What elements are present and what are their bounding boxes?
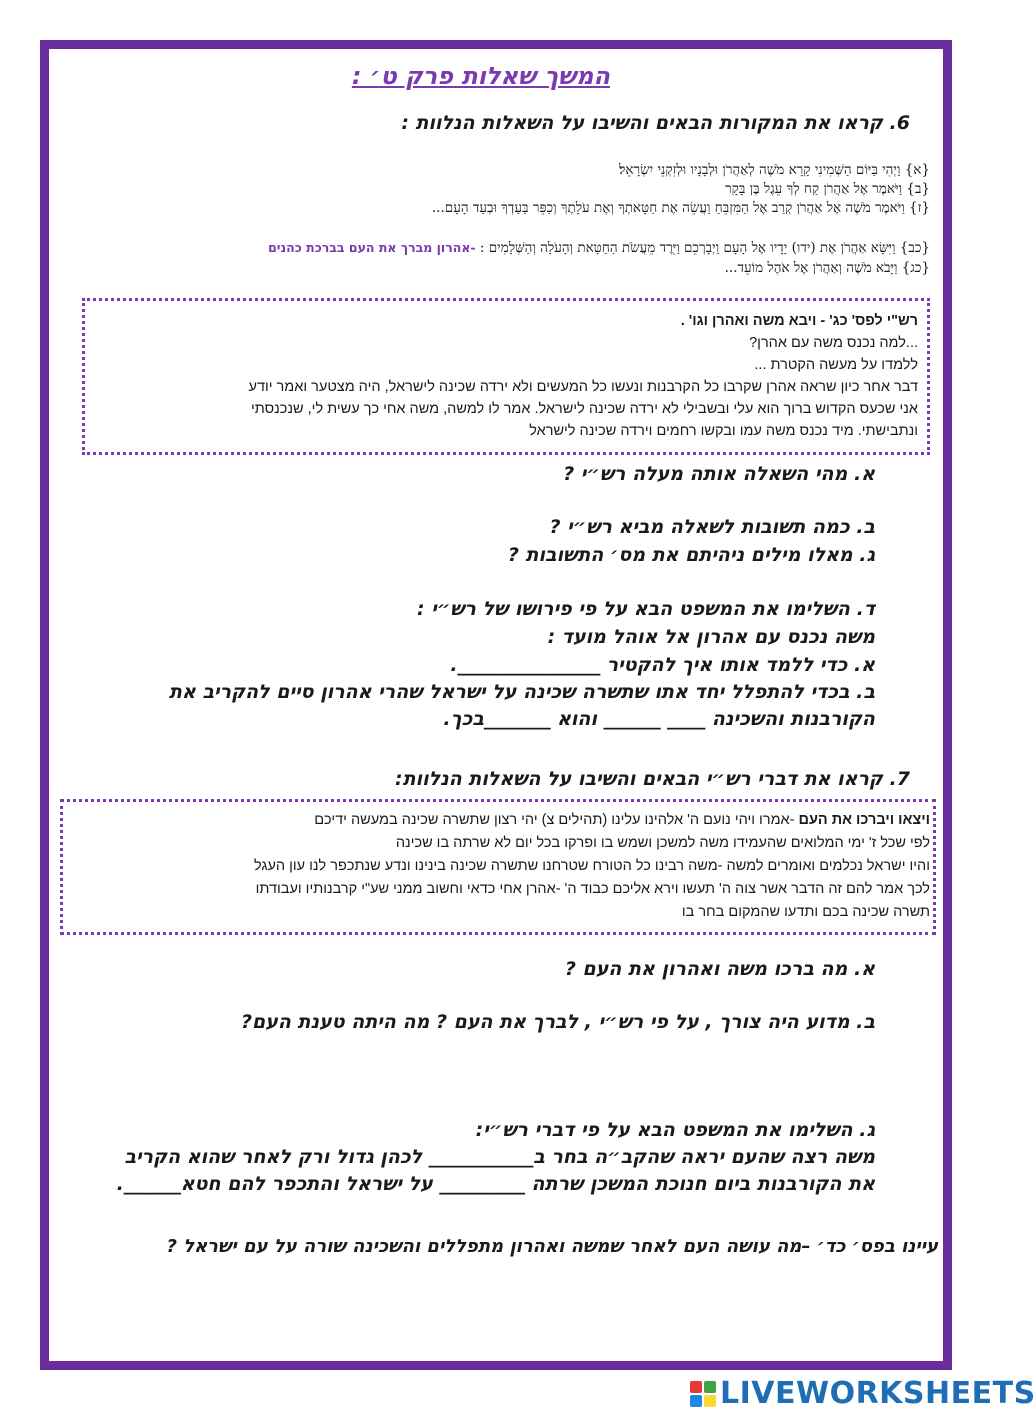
source-kaf-gimel: {כג} וַיָּבֹא מֹשֶׁה וְאַהֲרֹן אֶל אֹהֶל מוֹעֵד... <box>724 260 930 276</box>
liveworksheets-logo <box>690 1376 1036 1411</box>
rashi2-line-4: לכך אמר להם זה הדבר אשר צוה ה' תעשו וירא אליכם כבוד ה' -אהרן אחי כדאי וחשוב ממני שע"י קרבנותיו ועבודתו <box>255 881 930 897</box>
source-aleph: {א} וַיְהִי בַּיּוֹם הַשְּׁמִינִי קָרָא מֹשֶׁה לְאַהֲרֹן וּלְבָנָיו וּלְזִקְנֵי יִשְׂרָאֵל׃ <box>619 162 930 178</box>
q6-fill-a: א. כדי ללמד אותו איך להקטיר _______________. <box>450 654 875 676</box>
q6-number: 6. <box>889 112 910 134</box>
page-title: המשך שאלות פרק ט׳ : <box>351 62 610 90</box>
q6-heading <box>401 112 910 134</box>
liveworksheets-logo-icon <box>690 1381 716 1407</box>
rashi2-line-2: לפי שכל ז' ימי המלואים שהעמידו משה למשכן ושמש בו ופרקו בכל יום לא שרתה בו שכינה <box>395 835 930 851</box>
q7-fill-line-1: משה רצה שהעם יראה שהקב״ה בחר ב___________ לכהן גדול ורק לאחר שהוא הקריב <box>124 1146 875 1168</box>
q7-heading-text: קראו את דברי רש״י הבאים והשיבו על השאלות הנלוות: <box>395 768 883 790</box>
q6-question-b: ב. כמה תשובות לשאלה מביא רש״י ? <box>549 516 875 538</box>
rashi1-line-4: אני שכעס הקדוש ברוך הוא עלי ובשבילי לא ירדה שכינה לישראל. אמר לו למשה, משה אחי כך עשית לי, שנכנסתי <box>250 401 918 417</box>
rashi1-line-5: ונתבישתי. מיד נכנס משה עמו ובקשו רחמים וירדה שכינה לישראל <box>529 423 918 439</box>
q6-sentence-intro: משה נכנס עם אהרון אל אוהל מועד : <box>547 626 875 648</box>
q6-question-a: א. מהי השאלה אותה מעלה רש״י ? <box>563 463 875 485</box>
q6-fill-b-cont: הקורבנות והשכינה ____ ______ והוא _______בכך. <box>443 708 875 730</box>
rashi2-line-3: והיו ישראל נכלמים ואומרים למשה -משה רבינו כל הטורח שטרחנו שתשרה שכינה בינינו ונדע שנתכפר לנו עון העגל <box>253 858 930 874</box>
q6-question-c: ג. מאלו מילים ניהיתם את מס׳ התשובות ? <box>507 544 875 566</box>
q6-heading-text: קראו את המקורות הבאים והשיבו על השאלות הנלוות : <box>401 112 883 134</box>
liveworksheets-brand-text: LIVEWORKSHEETS <box>720 1376 1036 1411</box>
rashi1-line-3: דבר אחר כיון שראה אהרן שקרבו כל הקרבנות ונעשו כל המעשים ולא ירדה שכינה לישראל, היה מצטער ואמר יודע <box>248 379 918 395</box>
q7-number: 7. <box>889 768 910 790</box>
q7-fill-line-2: את הקורבנות ביום חנוכת המשכן שרתה _________ על ישראל והתכפר להם חטא______. <box>116 1173 875 1195</box>
rashi2-bold: ויצאו ויברכו את העם <box>798 812 930 828</box>
source-kaf-beit-note: -אהרון מברך את העם בברכת כהנים <box>268 240 476 255</box>
rashi1-title-text: רש"י לפס' כג' - ויבא משה ואהרן וגו' . <box>680 313 918 329</box>
rashi1-title <box>681 310 918 332</box>
q6-fill-b: ב. בכדי להתפלל יחד אתו שתשרה שכינה על ישראל שהרי אהרון סיים להקריב את <box>169 681 875 703</box>
q7-question-b: ב. מדוע היה צורך , על פי רש״י , לברך את העם ? מה היתה טענת העם? <box>240 1011 875 1033</box>
rashi2-line-1 <box>314 809 930 831</box>
final-question: עיינו בפס׳ כד׳ –מה עושה העם לאחר שמשה ואהרון מתפללים והשכינה שורה על עם ישראל ? <box>166 1236 938 1257</box>
rashi1-line-2: ללמדו על מעשה הקטרת ... <box>754 357 918 373</box>
source-kaf-beit <box>268 240 930 256</box>
q7-heading <box>395 768 910 790</box>
source-kaf-beit-text: {כב} וַיִּשָּׂא אַהֲרֹן אֶת (ידו) יָדָיו אֶל הָעָם וַיְבָרְכֵם וַיֵּרֶד מֵעֲשֹׂת הַחַטָּאת וְהָעֹלָה וְהַשְּׁלָמִים : <box>479 240 930 256</box>
q7-question-a: א. מה ברכו משה ואהרון את העם ? <box>564 958 875 980</box>
source-zayin: {ז} וַיֹּאמֶר מֹשֶׁה אֶל אַהֲרֹן קְרַב אֶל הַמִּזְבֵּחַ וַעֲשֵׂה אֶת חַטָּאתְךָ וְאֶת עֹלָתֶךָ וְכַפֵּר בַּעַדְךָ וּבְעַד הָעָם... <box>431 200 930 216</box>
rashi2-line-5: תשרה שכינה בכם ותדעו שהמקום בחר בו <box>681 904 930 920</box>
q6-question-d: ד. השלימו את המשפט הבא על פי פירושו של רש״י : <box>417 598 875 620</box>
q7-question-c: ג. השלימו את המשפט הבא על פי דברי רש״י: <box>475 1119 875 1141</box>
rashi2-first: -אמרו ויהי נועם ה' אלהינו עלינו (תהילים צ) יהי רצון שתשרה שכינה במעשה ידיכם <box>314 812 795 828</box>
source-bet: {ב} וַיֹּאמֶר אֶל אַהֲרֹן קַח לְךָ עֵגֶל בֶּן בָּקָר <box>725 181 930 197</box>
rashi1-line-1: ...למה נכנס משה עם אהרן? <box>749 335 918 351</box>
